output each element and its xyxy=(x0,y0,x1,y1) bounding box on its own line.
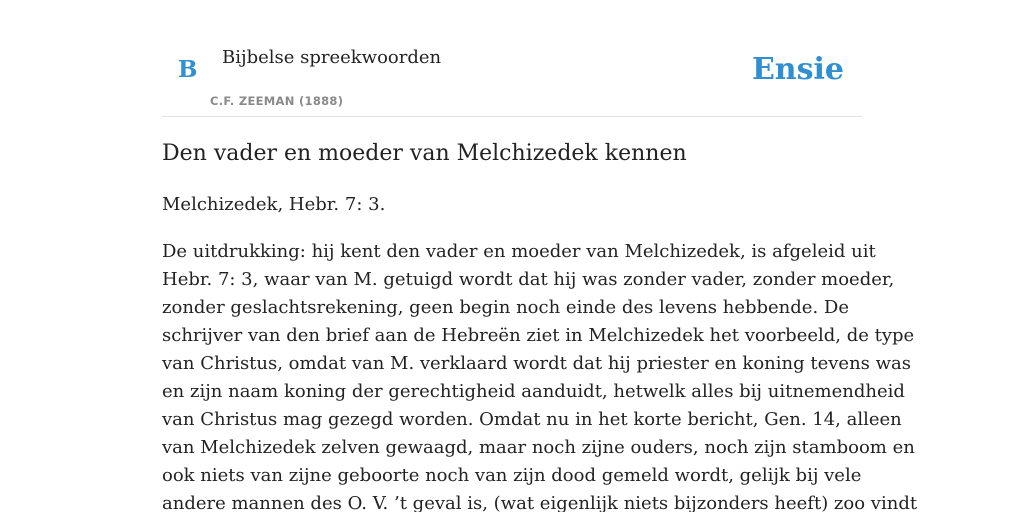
body-line: Hebr. 7: 3, waar van M. getuigd wordt dat hij was zonder vader, zonder moeder, xyxy=(162,269,895,290)
body-line: zonder geslachtsrekening, geen begin noch einde des levens hebbende. De xyxy=(162,297,849,318)
body-line: De uitdrukking: hij kent den vader en moeder van Melchizedek, is afgeleid uit xyxy=(162,241,876,262)
body-line: van Christus mag gezegd worden. Omdat nu in het korte bericht, Gen. 14, alleen xyxy=(162,409,902,430)
body-line: en zijn naam koning der gerechtigheid aanduidt, hetwelk alles bij uitnemendheid xyxy=(162,381,905,402)
body-line: ook niets van zijne geboorte noch van zijn dood gemeld wordt, gelijk bij vele xyxy=(162,465,862,486)
body-line: van Melchizedek zelven gewaagd, maar noch zijne ouders, noch zijn stamboom en xyxy=(162,437,915,458)
bible-reference: Melchizedek, Hebr. 7: 3. xyxy=(162,194,386,215)
body-line: andere mannen des O. V. ’t geval is, (wat eigenlijk niets bijzonders heeft) zoo vindt xyxy=(162,493,918,512)
article-body xyxy=(162,238,918,512)
entry-title: Den vader en moeder van Melchizedek kennen xyxy=(162,141,687,166)
body-line: van Christus, omdat van M. verklaard wordt dat hij priester en koning tevens was xyxy=(162,353,911,374)
book-author: C.F. ZEEMAN (1888) xyxy=(210,94,344,108)
book-title-link[interactable]: Bijbelse spreekwoorden xyxy=(222,47,442,68)
book-logo[interactable]: B xyxy=(178,56,198,83)
header xyxy=(162,0,862,117)
article xyxy=(162,138,918,512)
ensie-logo[interactable]: Ensie xyxy=(751,52,844,87)
body-line: schrijver van den brief aan de Hebreën ziet in Melchizedek het voorbeeld, de type xyxy=(162,325,915,346)
